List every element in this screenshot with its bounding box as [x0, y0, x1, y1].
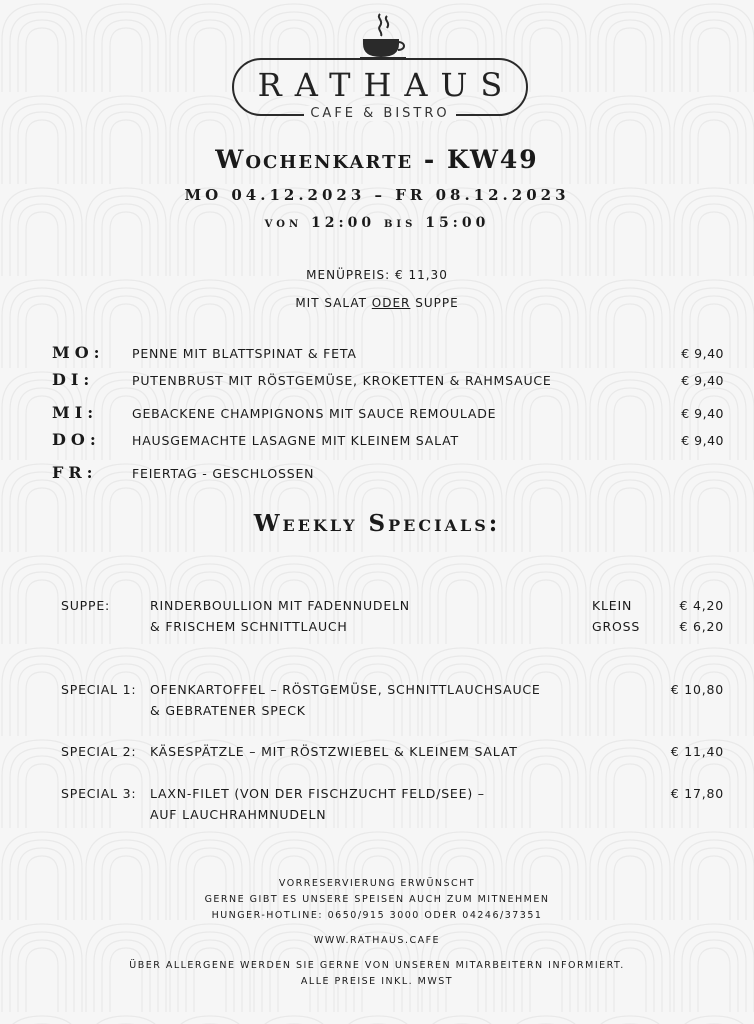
day-price: € 9,40: [681, 433, 724, 448]
footer-tax: ALLE PREISE INKL. MWST: [300, 976, 454, 987]
special-3-label: SPECIAL 3:: [61, 786, 137, 801]
day-label: FR:: [52, 463, 98, 482]
day-dish: PUTENBRUST MIT RÖSTGEMÜSE, KROKETTEN & RAHMSAUCE: [132, 373, 552, 388]
salad-or-soup: MIT SALAT ODER SUPPE: [295, 296, 459, 310]
day-dish: GEBACKENE CHAMPIGNONS MIT SAUCE REMOULADE: [132, 406, 497, 421]
day-row-mo: [0, 343, 754, 367]
opening-hours: von 12:00 bis 15:00: [264, 215, 490, 231]
day-label: DI:: [52, 370, 95, 389]
special-3-text: LAXN-FILET (VON DER FISCHZUCHT FELD/SEE) –: [150, 786, 485, 801]
day-dish: HAUSGEMACHTE LASAGNE MIT KLEINEM SALAT: [132, 433, 459, 448]
logo-subtitle: CAFE & BISTRO: [232, 106, 528, 121]
footer: [0, 876, 754, 990]
page-title: Wochenkarte - KW49: [215, 145, 539, 174]
day-price: € 9,40: [681, 346, 724, 361]
soup-line-1: RINDERBOULLION MIT FADENNUDELN: [150, 598, 410, 613]
soup-price-small: € 4,20: [679, 598, 724, 613]
soup-label: SUPPE:: [61, 598, 111, 613]
day-row-fr: [0, 463, 754, 487]
day-label: DO:: [52, 430, 101, 449]
footer-allergen: ÜBER ALLERGENE WERDEN SIE GERNE VON UNSEREN MITARBEITERN INFORMIERT.: [129, 960, 625, 971]
menu-price: MENÜPREIS: € 11,30: [306, 268, 448, 282]
special-1-line-2: & GEBRATENER SPECK: [150, 703, 306, 718]
footer-hotline: HUNGER-HOTLINE: 0650/915 3000 ODER 04246/37351: [211, 910, 543, 921]
date-range: MO 04.12.2023 – FR 08.12.2023: [184, 186, 570, 204]
special-2-label: SPECIAL 2:: [61, 744, 137, 759]
special-2-text: KÄSESPÄTZLE – MIT RÖSTZWIEBEL & KLEINEM SALAT: [150, 744, 518, 759]
coffee-cup-icon: [356, 10, 412, 62]
special-1-text: OFENKARTOFFEL – RÖSTGEMÜSE, SCHNITTLAUCHSAUCE: [150, 682, 541, 697]
day-row-di: [0, 370, 754, 394]
day-dish: FEIERTAG - GESCHLOSSEN: [132, 466, 315, 481]
special-3-line-2: AUF LAUCHRAHMNUDELN: [150, 807, 327, 822]
special-1-price: € 10,80: [670, 682, 724, 697]
day-row-mi: [0, 403, 754, 427]
special-3-price: € 17,80: [670, 786, 724, 801]
soup-line-2: & FRISCHEM SCHNITTLAUCH: [150, 619, 348, 634]
day-row-do: [0, 430, 754, 454]
special-1-label: SPECIAL 1:: [61, 682, 137, 697]
soup-size-small: KLEIN: [592, 598, 633, 613]
day-price: € 9,40: [681, 373, 724, 388]
logo-name: RATHAUS: [257, 66, 516, 104]
day-price: € 9,40: [681, 406, 724, 421]
footer-reservation: VORRESERVIERUNG ERWÜNSCHT: [278, 878, 476, 889]
soup-price-large: € 6,20: [679, 619, 724, 634]
special-2-price: € 11,40: [670, 744, 724, 759]
day-label: MO:: [52, 343, 105, 362]
day-dish: PENNE MIT BLATTSPINAT & FETA: [132, 346, 357, 361]
soup-size-large: GROSS: [592, 619, 641, 634]
footer-website: WWW.RATHAUS.CAFE: [313, 935, 441, 946]
underlined-or: ODER: [371, 296, 411, 310]
day-label: MI:: [52, 403, 99, 422]
footer-takeaway: GERNE GIBT ES UNSERE SPEISEN AUCH ZUM MITNEHMEN: [204, 894, 550, 905]
logo: [0, 0, 754, 135]
specials-title: Weekly Specials:: [253, 510, 501, 537]
